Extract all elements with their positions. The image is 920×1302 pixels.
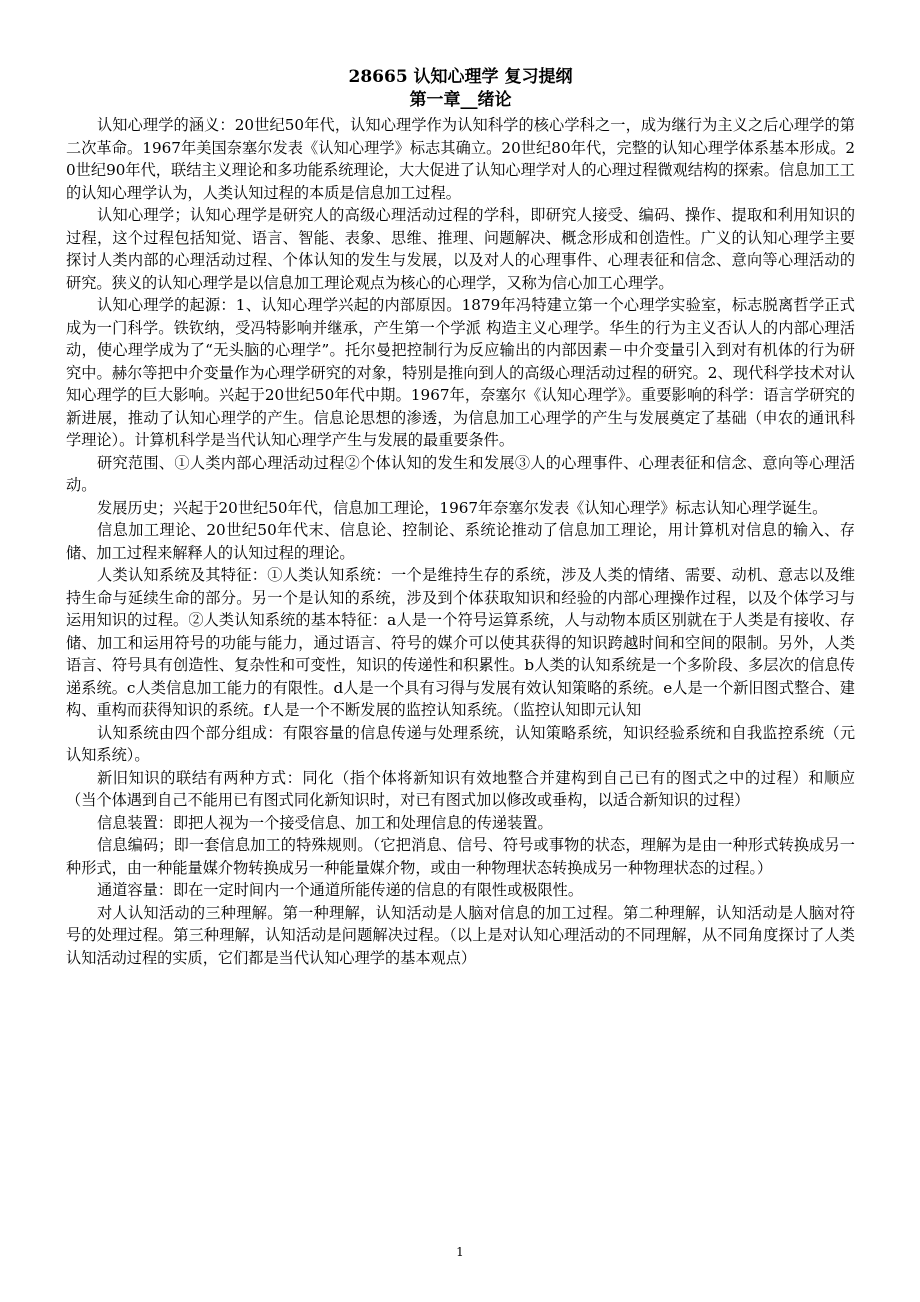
paragraph-knowledge-linking: 新旧知识的联结有两种方式：同化（指个体将新知识有效地整合并建构到自己已有的图式之中的过程）和顺应（当个体遇到自己不能用已有图式同化新知识时，对已有图式加以修改或垂构，以适合新知识的过程） [66, 768, 855, 809]
page-number: 1 [456, 1245, 464, 1259]
paragraph-information-encoding: 信息编码；即一套信息加工的特殊规则。（它把消息、信号、符号或事物的状态，理解为是由一种形式转换成另一种形式，由一种能量媒介物转换成另一种能量媒介物，或由一种物理状态转换成另一种物理状态的过程。） [66, 836, 855, 877]
paragraph-origin: 认知心理学的起源：1、认知心理学兴起的内部原因。1879年冯特建立第一个心理学实验室，标志脱离哲学正式成为一门科学。铁钦纳，受冯特影响并继承，产生第一个学派 构造主义心理学。华生的行为主义否认人的内部心理活动，使心理学成为了“无头脑的心理学”。托尔曼把控制行为反应输出的内部因素－中介变量引入到对有机体的行为研究中。赫尔等把中介变量作为心理学研究的对象，特别是推向到人的高级心理活动过程的研究。2、现代科学技术对认知心理学的巨大影响。兴起于20世纪50年代中期。1967年，奈塞尔《认知心理学》。重要影响的科学：语言学研究的新进展，推动了认知心理学的产生。信息论思想的渗透，为信息加工心理学的产生与发展奠定了基础（申农的通讯科学理论）。计算机科学是当代认知心理学产生与发展的最重要条件。 [66, 296, 855, 449]
paragraph-cognitive-system-features: 人类认知系统及其特征：①人类认知系统：一个是维持生存的系统，涉及人类的情绪、需要、动机、意志以及维持生命与延续生命的部分。另一个是认知的系统，涉及到个体获取知识和经验的内部心理操作过程，以及个体学习与运用知识的过程。②人类认知系统的基本特征：a人是一个符号运算系统，人与动物本质区别就在于人类是有接收、存储、加工和运用符号的功能与能力，通过语言、符号的媒介可以使其获得的知识跨越时间和空间的限制。另外，人类语言、符号具有创造性、复杂性和可变性，知识的传递性和积累性。b人类的认知系统是一个多阶段、多层次的信息传递系统。c人类信息加工能力的有限性。d人是一个具有习得与发展有效认知策略的系统。e人是一个新旧图式整合、建构、重构而获得知识的系统。f人是一个不断发展的监控认知系统。（监控认知即元认知 [66, 566, 855, 719]
document-body [66, 66, 855, 969]
paragraph-definition: 认知心理学的涵义：20世纪50年代，认知心理学作为认知科学的核心学科之一，成为继行为主义之后心理学的第二次革命。1967年美国奈塞尔发表《认知心理学》标志其确立。20世纪80年代，完整的认知心理学体系基本形成。20世纪90年代，联结主义理论和多功能系统理论，大大促进了认知心理学对人的心理过程微观结构的探索。信息加工工的认知心理学认为，人类认知过程的本质是信息加工过程。 [66, 116, 855, 202]
paragraph-channel-capacity: 通道容量：即在一定时间内一个通道所能传递的信息的有限性或极限性。 [97, 881, 583, 899]
chapter-heading: 第一章__绪论 [409, 90, 512, 110]
paragraph-information-processing: 信息加工理论、20世纪50年代末、信息论、控制论、系统论推动了信息加工理论，用计算机对信息的输入、存储、加工过程来解释人的认知过程的理论。 [66, 521, 855, 562]
paragraph-cognitive-psychology: 认知心理学；认知心理学是研究人的高级心理活动过程的学科，即研究人接受、编码、操作、提取和利用知识的过程，这个过程包括知觉、语言、智能、表象、思维、推理、问题解决、概念形成和创造性。广义的认知心理学主要探讨人类内部的心理活动过程、个体认知的发生与发展，以及对人的心理事件、心理表征和信念、意向等心理活动的研究。狭义的认知心理学是以信息加工理论观点为核心的心理学，又称为信心加工心理学。 [66, 206, 855, 292]
paragraph-three-understandings: 对人认知活动的三种理解。第一种理解，认知活动是人脑对信息的加工过程。第二种理解，认知活动是人脑对符号的处理过程。第三种理解，认知活动是问题解决过程。（以上是对认知心理活动的不同理解，从不同角度探讨了人类认知活动过程的实质，它们都是当代认知心理学的基本观点） [66, 903, 855, 967]
paragraph-system-components: 认知系统由四个部分组成：有限容量的信息传递与处理系统，认知策略系统，知识经验系统和自我监控系统（元认知系统）。 [66, 723, 855, 764]
paragraph-history: 发展历史；兴起于20世纪50年代，信息加工理论，1967年奈塞尔发表《认知心理学》标志认知心理学诞生。 [97, 498, 828, 517]
document-title: 28665 认知心理学 复习提纲 [348, 67, 573, 87]
paragraph-information-device: 信息装置：即把人视为一个接受信息、加工和处理信息的传递装置。 [97, 813, 553, 832]
paragraph-research-scope: 研究范围、①人类内部心理活动过程②个体认知的发生和发展③人的心理事件、心理表征和信念、意向等心理活动。 [66, 453, 855, 494]
